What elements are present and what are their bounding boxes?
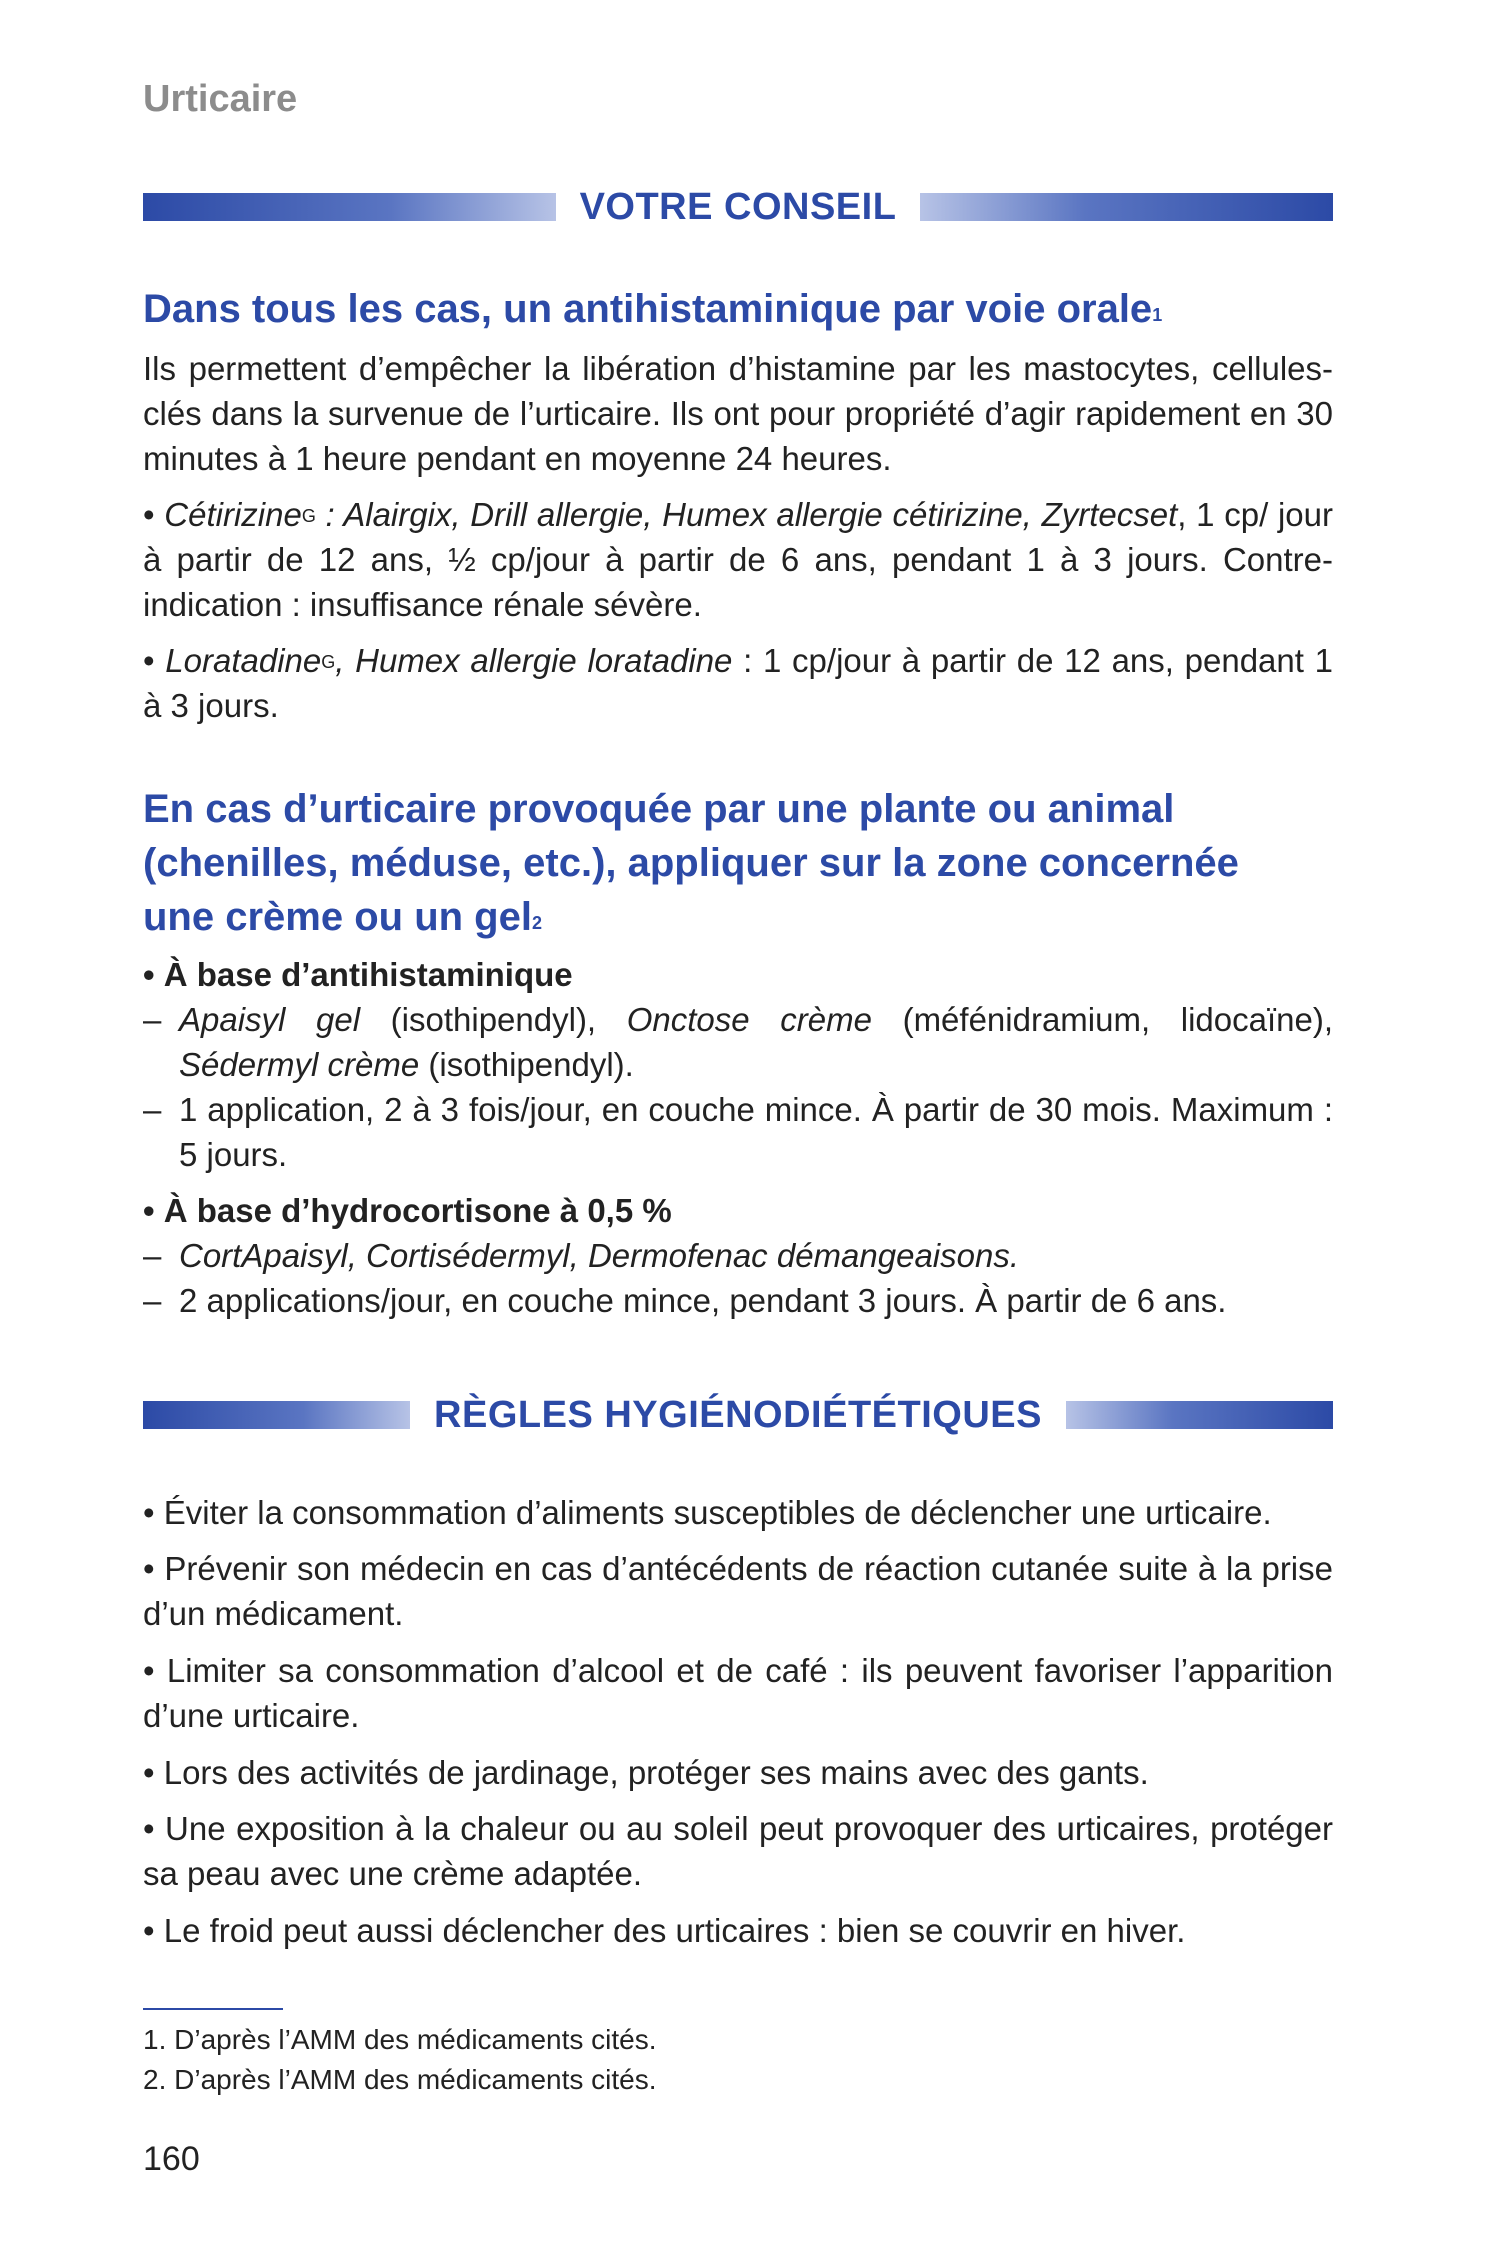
subheading-antihistaminique: • À base d’antihistaminique bbox=[143, 956, 573, 993]
footnote-ref-1[interactable]: 1 bbox=[1152, 305, 1163, 325]
subheading-hydrocortisone: • À base d’hydrocortisone à 0,5 % bbox=[143, 1192, 672, 1229]
topical-item-1: – Apaisyl gel (isothipendyl), Onctose crème (méfénidramium, lidocaïne), Sédermyl crème (isothipendyl). bbox=[143, 1001, 1334, 1083]
section-band-conseil bbox=[143, 185, 1333, 228]
topical-item-3: – CortApaisyl, Cortisédermyl, Dermofenac démangeaisons. bbox=[143, 1237, 1020, 1274]
band-bar-left bbox=[143, 193, 556, 221]
intro-paragraph: Ils permettent d’empêcher la libération d’histamine par les mastocytes, cellules-clés dans la survenue de l’urticaire. Ils ont pour propriété d’agir rapidement en 30 minutes à 1 heure pendant en moyenne 24 heures. bbox=[143, 350, 1333, 477]
running-head: Urticaire bbox=[143, 78, 298, 120]
footnote-divider bbox=[143, 2008, 283, 2010]
rule-item: • Une exposition à la chaleur ou au soleil peut provoquer des urticaires, protéger sa peau avec une crème adaptée. bbox=[143, 1810, 1333, 1892]
rule-item: • Lors des activités de jardinage, protéger ses mains avec des gants. bbox=[143, 1754, 1149, 1791]
rule-item: • Le froid peut aussi déclencher des urticaires : bien se couvrir en hiver. bbox=[143, 1912, 1186, 1949]
section-band-regles bbox=[143, 1393, 1333, 1436]
footnote-1: 1. D’après l’AMM des médicaments cités. bbox=[143, 2024, 657, 2055]
rule-item: • Limiter sa consommation d’alcool et de café : ils peuvent favoriser l’apparition d’une urticaire. bbox=[143, 1652, 1333, 1734]
band-bar-right bbox=[1066, 1401, 1333, 1429]
footnote-2: 2. D’après l’AMM des médicaments cités. bbox=[143, 2064, 657, 2095]
section-title-regles: RÈGLES HYGIÉNODIÉTÉTIQUES bbox=[434, 1393, 1042, 1436]
band-bar-right bbox=[920, 193, 1333, 221]
topical-item-4: – 2 applications/jour, en couche mince, pendant 3 jours. À partir de 6 ans. bbox=[143, 1282, 1227, 1319]
rule-item: • Prévenir son médecin en cas d’antécédents de réaction cutanée suite à la prise d’un médicament. bbox=[143, 1550, 1333, 1632]
drug-item-cetirizine: • Cétirizine$^G$ : Alairgix, Drill allergie, Humex allergie cétirizine, Zyrtecset, 1 cp/ jour à partir de 12 ans, ½ cp/jour à partir de 6 ans, pendant 1 à 3 jours. Contre-indication : insuffisance rénale sévère. bbox=[143, 496, 1333, 623]
drug-item-loratadine: • Loratadine$^G$, Humex allergie loratadine : 1 cp/jour à partir de 12 ans, pendant 1 à 3 jours. bbox=[143, 642, 1333, 724]
page-number: 160 bbox=[143, 2140, 200, 2178]
section-title-conseil: VOTRE CONSEIL bbox=[579, 185, 897, 228]
heading-topical: En cas d’urticaire provoquée par une plante ou animal (chenilles, méduse, etc.), appliquer sur la zone concernée une crème ou un gel$^2$ bbox=[143, 787, 1239, 939]
topical-item-2: – 1 application, 2 à 3 fois/jour, en couche mince. À partir de 30 mois. Maximum : 5 jours. bbox=[143, 1091, 1333, 1173]
band-bar-left bbox=[143, 1401, 410, 1429]
footnote-ref-2[interactable]: 2 bbox=[531, 913, 542, 933]
heading-oral: Dans tous les cas, un antihistaminique par voie orale$^1$ bbox=[143, 287, 1163, 331]
rule-item: • Éviter la consommation d’aliments susceptibles de déclencher une urticaire. bbox=[143, 1494, 1272, 1531]
